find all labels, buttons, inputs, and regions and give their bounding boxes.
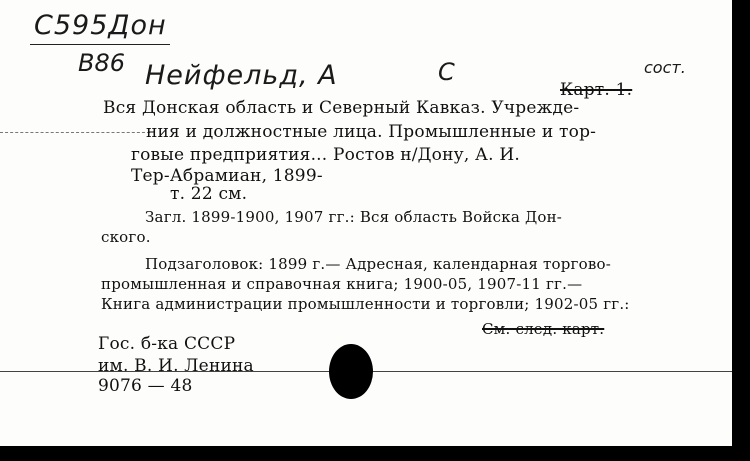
subtitle-line-2: промышленная и справочная книга; 1900-05, 1907-11 гг.— bbox=[101, 275, 583, 293]
note-line-2: ского. bbox=[101, 228, 151, 246]
subtitle-line-3: Книга администрации промышленности и торговли; 1902-05 гг.: bbox=[101, 295, 630, 313]
handwritten-mark: С bbox=[438, 58, 455, 86]
title-line-1: Вся Донская область и Северный Кавказ. Учрежде- bbox=[103, 98, 580, 118]
punch-hole bbox=[329, 344, 373, 399]
title-line-2: ния и должностные лица. Промышленные и тор- bbox=[146, 122, 597, 142]
handwritten-author: Нейфельд, А bbox=[145, 60, 338, 91]
title-line-4: Тер-Абрамиан, 1899- bbox=[131, 166, 323, 186]
title-line-3: говые предприятия... Ростов н/Дону, А. И. bbox=[131, 145, 520, 165]
card-label: Карт. 1. bbox=[560, 80, 633, 100]
subtitle-line-1: Подзаголовок: 1899 г.— Адресная, календарная торгово- bbox=[145, 255, 611, 273]
faint-guide-line bbox=[0, 132, 150, 133]
library-line-2: им. В. И. Ленина bbox=[98, 356, 254, 376]
library-line-3: 9076 — 48 bbox=[98, 376, 193, 396]
handwritten-note: сост. bbox=[644, 58, 686, 77]
title-line-5: т. 22 см. bbox=[170, 184, 248, 204]
next-card-reference: См. след. карт. bbox=[482, 320, 605, 338]
handwritten-shelfmark: С595Дон bbox=[34, 10, 167, 41]
handwritten-code: В86 bbox=[78, 49, 126, 77]
library-line-1: Гос. б-ка СССР bbox=[98, 334, 236, 354]
note-line-1: Загл. 1899-1900, 1907 гг.: Вся область Войска Дон- bbox=[145, 208, 563, 226]
shelfmark-underline bbox=[30, 44, 170, 45]
